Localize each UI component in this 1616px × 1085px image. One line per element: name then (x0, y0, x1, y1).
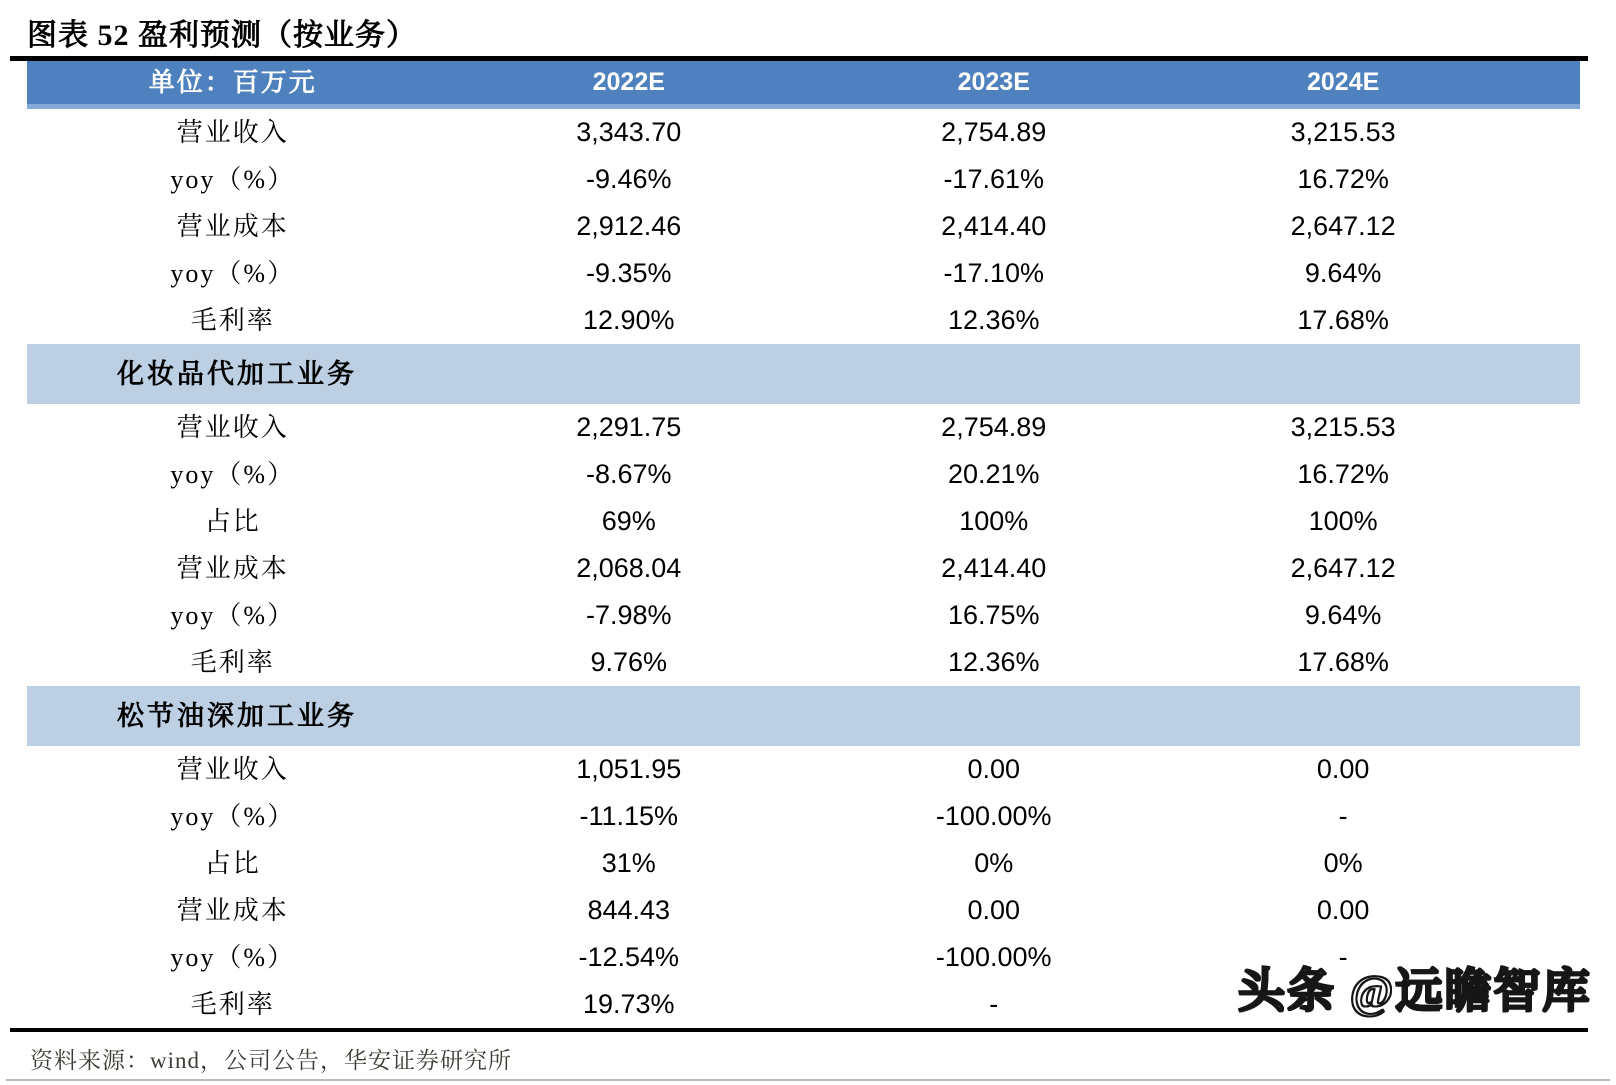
cell-2023e: 16.75% (947, 600, 1040, 630)
bottom-rule (10, 1028, 1588, 1032)
column-spacer (1518, 156, 1580, 203)
cell-2024e: 16.72% (1297, 164, 1389, 194)
source-note: 资料来源：wind，公司公告，华安证券研究所 (30, 1048, 512, 1073)
cell-2023e: -100.00% (935, 801, 1052, 831)
table-row (27, 404, 1580, 451)
row-label: yoy（%） (170, 165, 296, 194)
column-spacer (1518, 793, 1580, 840)
cell-2022e: 3,343.70 (576, 117, 682, 147)
cell-2024e: 17.68% (1297, 305, 1389, 335)
cell-2022e: 2,912.46 (576, 211, 682, 241)
cell-2022e: -7.98% (585, 600, 672, 630)
section-label: 松节油深加工业务 (117, 701, 357, 731)
row-label: yoy（%） (170, 802, 296, 831)
section-label: 化妆品代加工业务 (117, 359, 357, 389)
cell-2022e: 9.76% (590, 647, 668, 677)
cell-2024e: 0.00 (1316, 754, 1370, 784)
row-label: yoy（%） (170, 460, 296, 489)
cell-2023e: - (989, 989, 999, 1019)
cell-2024e: 0.00 (1316, 895, 1370, 925)
cell-2024e: 3,215.53 (1290, 117, 1396, 147)
row-label: 营业成本 (176, 896, 289, 925)
cell-2022e: -12.54% (578, 942, 680, 972)
column-spacer (1518, 639, 1580, 686)
table-row (27, 498, 1580, 545)
cell-2023e: 2,754.89 (941, 412, 1047, 442)
row-label: yoy（%） (170, 601, 296, 630)
cell-2022e: 31% (601, 848, 656, 878)
table-row (27, 297, 1580, 344)
row-label: 毛利率 (190, 990, 275, 1019)
table-row (27, 545, 1580, 592)
table-row (27, 203, 1580, 250)
cell-2023e: 12.36% (947, 647, 1040, 677)
row-label: 占比 (204, 507, 261, 536)
cell-2024e: - (1338, 942, 1348, 972)
table-row (27, 250, 1580, 297)
table-row (27, 639, 1580, 686)
unit-label: 单位：百万元 (148, 68, 317, 97)
row-label: 毛利率 (190, 306, 275, 335)
cell-2022e: -11.15% (579, 801, 679, 831)
year-header-2023e: 2023E (957, 68, 1030, 96)
cell-2022e: 12.90% (582, 305, 675, 335)
column-spacer (1518, 887, 1580, 934)
year-header-2024e: 2024E (1307, 68, 1380, 96)
table-row (27, 887, 1580, 934)
cell-2024e: 9.64% (1304, 600, 1382, 630)
page-title: 图表 52 盈利预测（按业务） (27, 19, 417, 52)
cell-2022e: 1,051.95 (576, 754, 682, 784)
table-row (27, 451, 1580, 498)
table-row (27, 746, 1580, 793)
cell-2022e: -9.35% (585, 258, 672, 288)
cell-2023e: -100.00% (935, 942, 1052, 972)
cell-2022e: 69% (601, 506, 656, 536)
cell-2023e: 2,414.40 (941, 553, 1047, 583)
year-header-2022e: 2022E (592, 68, 665, 96)
section-band-turpentine (27, 686, 1580, 746)
column-spacer (1518, 840, 1580, 887)
row-label: 毛利率 (190, 648, 275, 677)
cell-2022e: 2,291.75 (576, 412, 682, 442)
profit-forecast-table (27, 61, 1580, 1028)
cell-2022e: 19.73% (582, 989, 675, 1019)
column-spacer (1518, 203, 1580, 250)
cell-2024e: 2,647.12 (1290, 553, 1396, 583)
cell-2023e: -17.10% (943, 258, 1045, 288)
table-row (27, 156, 1580, 203)
table-header-row (27, 61, 1580, 109)
column-spacer (1518, 109, 1580, 156)
cell-2022e: -8.67% (585, 459, 672, 489)
watermark: 头条 @远瞻智库 (1238, 966, 1592, 1018)
column-spacer (1518, 404, 1580, 451)
table-row (27, 840, 1580, 887)
row-label: 营业收入 (176, 755, 289, 784)
footer-rule (6, 1079, 1610, 1081)
column-spacer (1518, 250, 1580, 297)
cell-2023e: 0% (974, 848, 1014, 878)
cell-2024e: - (1338, 801, 1348, 831)
cell-2024e: 100% (1308, 506, 1378, 536)
section-band-cosmetics (27, 344, 1580, 404)
row-label: 营业收入 (176, 118, 289, 147)
column-spacer (1518, 61, 1580, 104)
column-spacer (1518, 451, 1580, 498)
cell-2023e: 12.36% (947, 305, 1040, 335)
table-row (27, 793, 1580, 840)
table-row (27, 109, 1580, 156)
cell-2024e: 16.72% (1297, 459, 1389, 489)
column-spacer (1518, 297, 1580, 344)
cell-2024e: 17.68% (1297, 647, 1389, 677)
row-label: yoy（%） (170, 943, 296, 972)
row-label: yoy（%） (170, 259, 296, 288)
row-label: 占比 (204, 849, 261, 878)
column-spacer (1518, 592, 1580, 639)
cell-2023e: 100% (959, 506, 1029, 536)
column-spacer (1518, 746, 1580, 793)
cell-2023e: 0.00 (967, 895, 1020, 925)
cell-2022e: -9.46% (585, 164, 672, 194)
row-label: 营业收入 (176, 413, 289, 442)
cell-2023e: 20.21% (947, 459, 1040, 489)
cell-2023e: -17.61% (943, 164, 1045, 194)
cell-2023e: 0.00 (967, 754, 1020, 784)
row-label: 营业成本 (176, 554, 289, 583)
cell-2023e: 2,754.89 (941, 117, 1047, 147)
table-row (27, 592, 1580, 639)
cell-2023e: 2,414.40 (941, 211, 1047, 241)
cell-2024e: 0% (1323, 848, 1363, 878)
cell-2024e: 2,647.12 (1290, 211, 1396, 241)
cell-2022e: 2,068.04 (576, 553, 682, 583)
column-spacer (1518, 498, 1580, 545)
cell-2024e: 3,215.53 (1290, 412, 1396, 442)
cell-2022e: 844.43 (587, 895, 671, 925)
column-spacer (1518, 545, 1580, 592)
row-label: 营业成本 (176, 212, 289, 241)
cell-2024e: 9.64% (1304, 258, 1382, 288)
